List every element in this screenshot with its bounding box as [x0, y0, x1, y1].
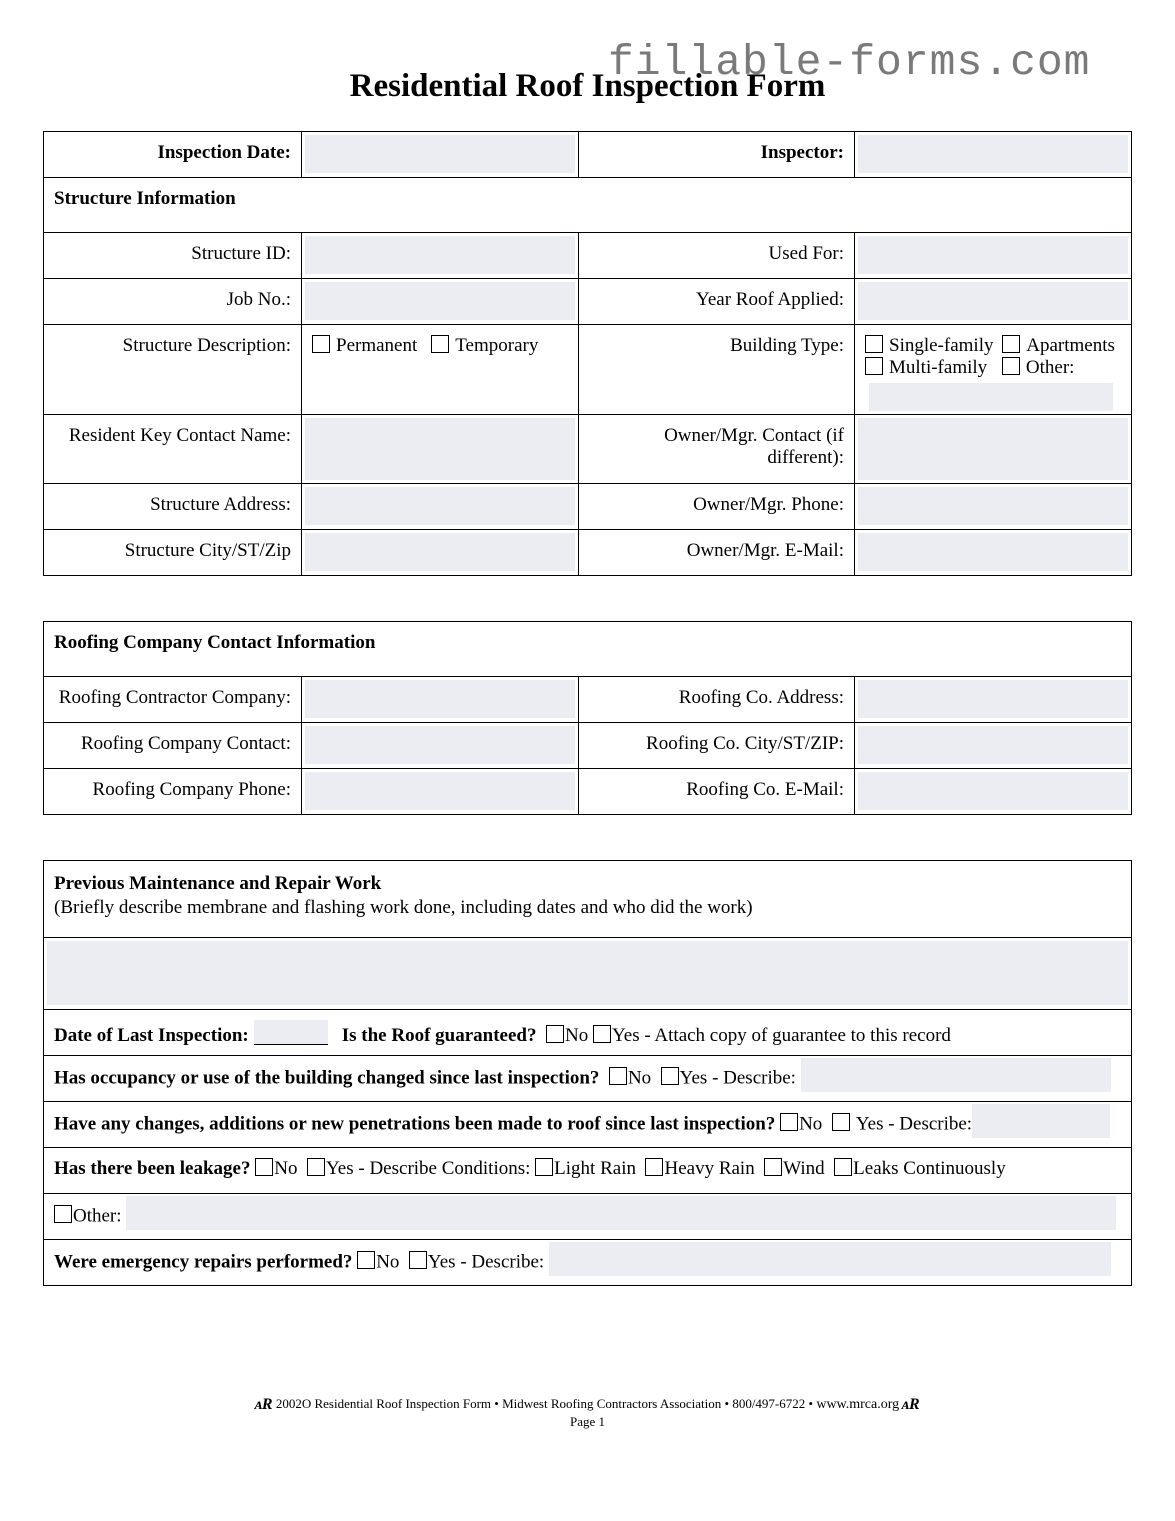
single-family-label: Single-family	[889, 335, 994, 356]
leaks-continuously-checkbox[interactable]	[834, 1158, 852, 1176]
used-for-label: Used For:	[579, 233, 855, 279]
roofing-table	[43, 621, 1132, 815]
guaranteed-question: Is the Roof guaranteed?	[341, 1025, 537, 1046]
structure-id-label: Structure ID:	[44, 233, 302, 279]
leakage-no-checkbox[interactable]	[255, 1158, 273, 1176]
occupancy-no-label: No	[627, 1067, 652, 1089]
maintenance-table	[43, 860, 1132, 1286]
used-for-field[interactable]	[858, 236, 1128, 274]
light-rain-label: Light Rain	[554, 1158, 636, 1179]
changes-yes-checkbox[interactable]	[832, 1113, 850, 1131]
owner-email-label: Owner/Mgr. E-Mail:	[579, 530, 855, 576]
single-family-checkbox[interactable]	[865, 335, 883, 353]
maintenance-subheading: (Briefly describe membrane and flashing work done, including dates and who did the work)	[54, 897, 753, 918]
occupancy-no-checkbox[interactable]	[609, 1067, 627, 1085]
other-building-field[interactable]	[869, 383, 1113, 411]
guaranteed-yes-label: Yes - Attach copy of guarantee to this record	[611, 1025, 951, 1046]
roofing-heading: Roofing Company Contact Information	[44, 622, 1132, 677]
maintenance-description-field[interactable]	[47, 941, 1128, 1005]
emergency-no-label: No	[376, 1251, 400, 1273]
other-leak-label: Other:	[73, 1205, 122, 1227]
watermark: fillable-forms.com	[608, 38, 1091, 87]
occupancy-yes-checkbox[interactable]	[661, 1067, 679, 1085]
other-leak-field[interactable]	[126, 1196, 1116, 1230]
emergency-describe-field[interactable]	[549, 1242, 1111, 1276]
form-title: Residential Roof Inspection Form	[349, 68, 826, 104]
apartments-checkbox[interactable]	[1002, 335, 1020, 353]
inspection-date-label: Inspection Date:	[44, 132, 302, 178]
footer-url[interactable]: www.mrca.org	[816, 1397, 900, 1412]
job-no-label: Job No.:	[44, 279, 302, 325]
leakage-yes-label: Yes - Describe Conditions:	[325, 1158, 531, 1179]
page-number: Page 1	[569, 1414, 606, 1429]
footer	[0, 1395, 1175, 1430]
owner-contact-label: Owner/Mgr. Contact (if different):	[579, 415, 855, 484]
changes-question: Have any changes, additions or new penetrations been made to roof since last inspection?	[54, 1113, 776, 1135]
temporary-label: Temporary	[455, 335, 539, 356]
structure-table	[43, 131, 1132, 576]
roofing-company-label: Roofing Contractor Company:	[44, 677, 302, 723]
guaranteed-yes-checkbox[interactable]	[593, 1025, 611, 1043]
emergency-question: Were emergency repairs performed?	[54, 1251, 353, 1273]
leaks-continuously-label: Leaks Continuously	[853, 1158, 1006, 1179]
apartments-label: Apartments	[1026, 335, 1115, 356]
multi-family-checkbox[interactable]	[865, 357, 883, 375]
wind-label: Wind	[783, 1158, 825, 1179]
inspection-date-field[interactable]	[305, 135, 575, 173]
roofing-email-label: Roofing Co. E-Mail:	[579, 769, 855, 815]
occupancy-yes-label: Yes - Describe:	[679, 1067, 796, 1089]
owner-phone-label: Owner/Mgr. Phone:	[579, 484, 855, 530]
year-roof-label: Year Roof Applied:	[579, 279, 855, 325]
roofing-contact-field[interactable]	[305, 726, 575, 764]
mrca-logo-right: ᴀR	[902, 1396, 920, 1413]
emergency-yes-label: Yes - Describe:	[427, 1251, 545, 1273]
resident-contact-field[interactable]	[305, 418, 575, 480]
permanent-label: Permanent	[336, 335, 418, 356]
roofing-email-field[interactable]	[858, 772, 1128, 810]
structure-city-label: Structure City/ST/Zip	[44, 530, 302, 576]
last-inspection-label: Date of Last Inspection:	[54, 1025, 249, 1046]
emergency-no-checkbox[interactable]	[357, 1251, 375, 1269]
inspector-field[interactable]	[858, 135, 1128, 173]
roofing-company-field[interactable]	[305, 680, 575, 718]
job-no-field[interactable]	[305, 282, 575, 320]
light-rain-checkbox[interactable]	[535, 1158, 553, 1176]
temporary-checkbox[interactable]	[431, 335, 449, 353]
structure-address-label: Structure Address:	[44, 484, 302, 530]
heavy-rain-checkbox[interactable]	[645, 1158, 663, 1176]
emergency-yes-checkbox[interactable]	[409, 1251, 427, 1269]
leakage-yes-checkbox[interactable]	[307, 1158, 325, 1176]
structure-heading: Structure Information	[44, 178, 1132, 233]
year-roof-field[interactable]	[858, 282, 1128, 320]
changes-describe-field[interactable]	[972, 1104, 1110, 1138]
roofing-address-label: Roofing Co. Address:	[579, 677, 855, 723]
building-type-label: Building Type:	[579, 325, 855, 415]
leakage-question: Has there been leakage?	[54, 1158, 251, 1179]
mrca-logo: ᴀR	[255, 1396, 273, 1413]
structure-description-label: Structure Description:	[44, 325, 302, 415]
other-building-checkbox[interactable]	[1002, 357, 1020, 375]
leakage-no-label: No	[274, 1158, 298, 1179]
maintenance-heading: Previous Maintenance and Repair Work	[54, 873, 382, 894]
other-building-label: Other:	[1025, 357, 1075, 378]
structure-address-field[interactable]	[305, 487, 575, 525]
roofing-contact-label: Roofing Company Contact:	[44, 723, 302, 769]
structure-id-field[interactable]	[305, 236, 575, 274]
roofing-city-field[interactable]	[858, 726, 1128, 764]
resident-contact-label: Resident Key Contact Name:	[44, 415, 302, 484]
guaranteed-no-label: No	[565, 1025, 589, 1046]
owner-phone-field[interactable]	[858, 487, 1128, 525]
occupancy-describe-field[interactable]	[801, 1058, 1111, 1092]
multi-family-label: Multi-family	[889, 357, 988, 378]
changes-no-label: No	[799, 1113, 823, 1135]
changes-no-checkbox[interactable]	[780, 1113, 798, 1131]
permanent-checkbox[interactable]	[312, 335, 330, 353]
other-leak-checkbox[interactable]	[54, 1205, 72, 1223]
heavy-rain-label: Heavy Rain	[664, 1158, 755, 1179]
occupancy-question: Has occupancy or use of the building changed since last inspection?	[54, 1067, 600, 1089]
last-inspection-field[interactable]	[254, 1020, 328, 1045]
footer-text: 2002O Residential Roof Inspection Form • Midwest Roofing Contractors Association • 800/497-6722 •	[275, 1396, 814, 1411]
wind-checkbox[interactable]	[764, 1158, 782, 1176]
roofing-phone-label: Roofing Company Phone:	[44, 769, 302, 815]
inspector-label: Inspector:	[579, 132, 855, 178]
roofing-address-field[interactable]	[858, 680, 1128, 718]
owner-email-field[interactable]	[858, 533, 1128, 571]
roofing-city-label: Roofing Co. City/ST/ZIP:	[579, 723, 855, 769]
changes-yes-label: Yes - Describe:	[855, 1113, 973, 1135]
structure-city-field[interactable]	[305, 533, 575, 571]
owner-contact-field[interactable]	[858, 418, 1128, 480]
guaranteed-no-checkbox[interactable]	[546, 1025, 564, 1043]
roofing-phone-field[interactable]	[305, 772, 575, 810]
